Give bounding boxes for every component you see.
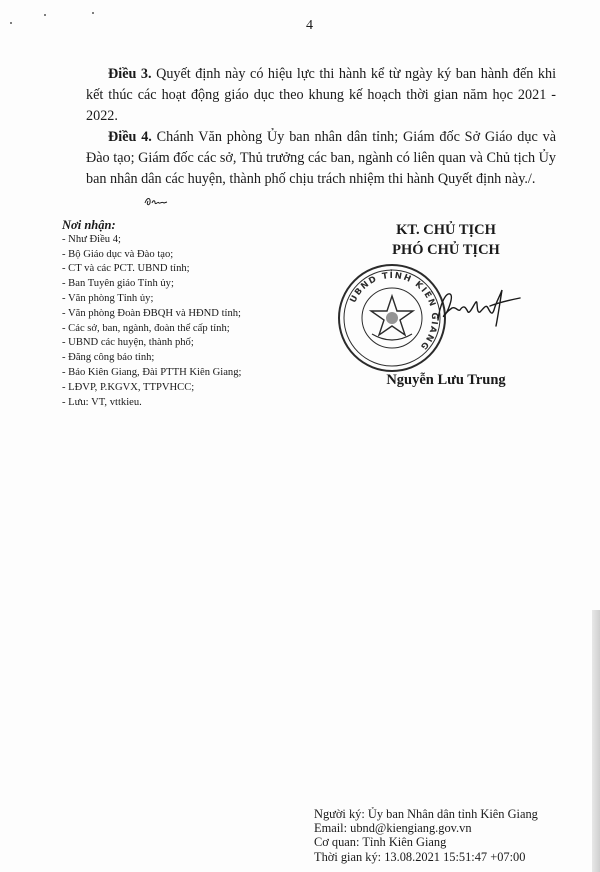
article-3-paragraph (86, 64, 556, 127)
recipient-item: - Bộ Giáo dục và Đào tạo; (62, 248, 174, 260)
recipients-list (62, 218, 322, 410)
digital-time: Thời gian ký: 13.08.2021 15:51:47 +07:00 (314, 849, 526, 864)
recipient-item: - CT và các PCT. UBND tỉnh; (62, 263, 190, 275)
recipient-item: - Lưu: VT, vttkieu. (62, 396, 142, 408)
digital-email: Email: ubnd@kiengiang.gov.vn (314, 821, 472, 836)
recipient-item: - LĐVP, P.KGVX, TTPVHCC; (62, 381, 195, 393)
scan-speck (44, 14, 46, 16)
handwritten-signature (430, 282, 526, 330)
article-4-paragraph (86, 127, 556, 190)
recipient-item: - Ban Tuyên giáo Tỉnh ủy; (62, 278, 174, 290)
digital-agency: Cơ quan: Tỉnh Kiên Giang (314, 835, 447, 850)
article-3-label: Điều 3. (108, 66, 152, 82)
signer-name: Nguyễn Lưu Trung (386, 372, 506, 388)
recipient-item: - Các sở, ban, ngành, đoàn thể cấp tỉnh; (62, 322, 230, 334)
article-4-text: Chánh Văn phòng Ủy ban nhân dân tỉnh; Giám đốc Sở Giáo dục và Đào tạo; Giám đốc các sở, Thủ trưởng các ban, ngành có liên quan và Chủ tịch Ủy ban nhân dân các huyện, thành phố chịu trách nhiệm thi hành Quyết định này./. (86, 129, 556, 187)
article-4-label: Điều 4. (108, 129, 152, 145)
digital-signer: Người ký: Ủy ban Nhân dân tỉnh Kiên Giang (314, 807, 538, 821)
scan-speck (92, 12, 94, 14)
recipient-item: - Như Điều 4; (62, 233, 121, 245)
seal-text: UBND TỈNH KIÊN GIANG (348, 270, 440, 353)
recipient-item: - Báo Kiên Giang, Đài PTTH Kiên Giang; (62, 366, 242, 378)
signature-title-1: KT. CHỦ TỊCH (396, 222, 496, 238)
handwritten-initial (143, 194, 169, 208)
signature-title-2: PHÓ CHỦ TỊCH (392, 242, 500, 258)
recipient-item: - Đăng công báo tỉnh; (62, 352, 155, 364)
digital-signature-info (314, 807, 594, 864)
scan-speck (10, 22, 12, 24)
article-3-text: Quyết định này có hiệu lực thi hành kể từ ngày ký ban hành đến khi kết thúc các hoạt động giáo dục theo khung kế hoạch thời gian năm học 2021 - 2022. (86, 66, 557, 124)
recipients-heading: Nơi nhận: (62, 218, 116, 232)
recipient-item: - UBND các huyện, thành phố; (62, 337, 194, 349)
recipient-item: - Văn phòng Đoàn ĐBQH và HĐND tỉnh; (62, 307, 241, 319)
page-number: 4 (306, 18, 313, 33)
recipient-item: - Văn phòng Tỉnh ủy; (62, 292, 154, 304)
